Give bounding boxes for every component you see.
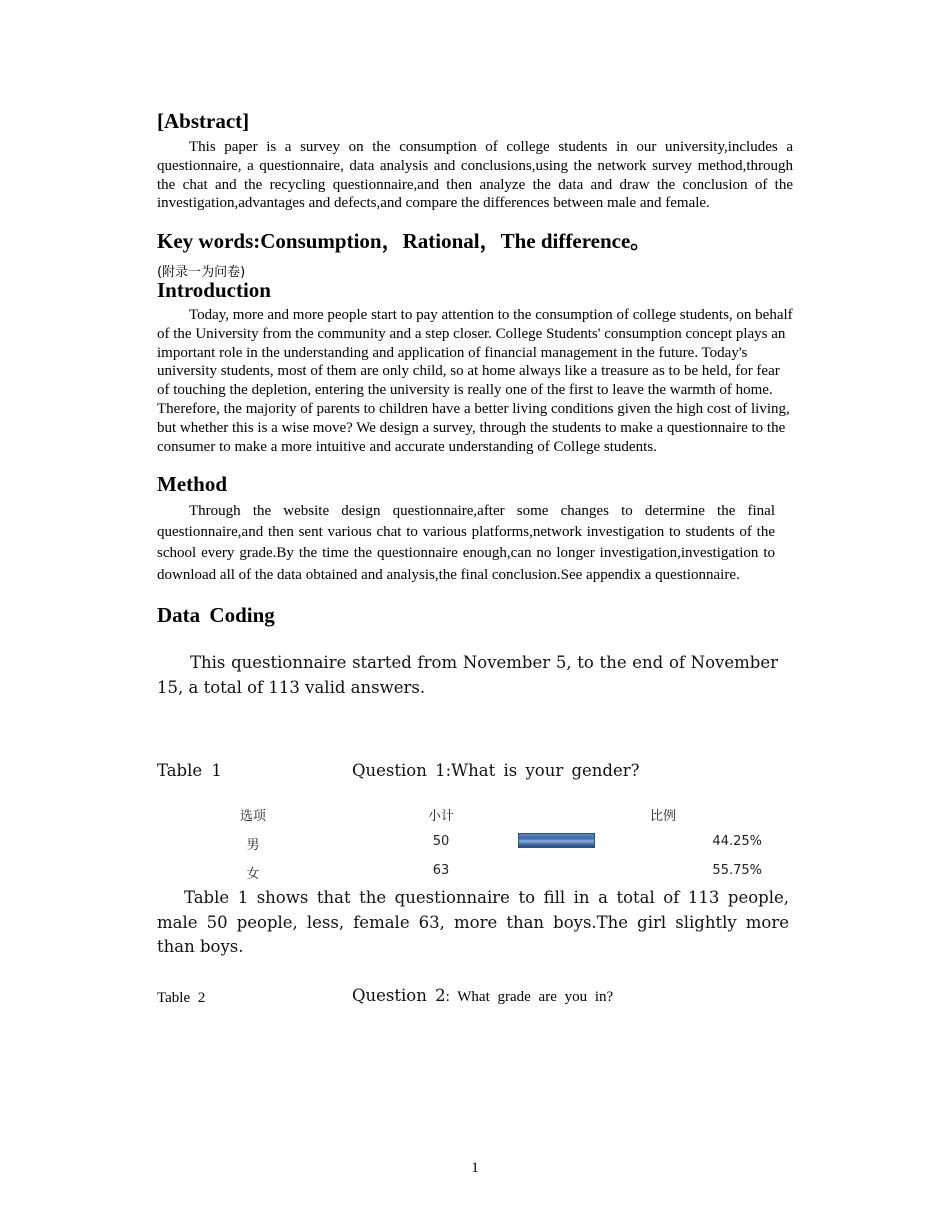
table1-question: Question 1:What is your gender? bbox=[352, 761, 640, 780]
introduction-paragraph: Today, more and more people start to pay attention to the consumption of college students, on behalf of the University from the community and a step closer. College Students' consumption concept plays an important role in the understanding and application of financial management in the future. Today's university students, most of them are only child, so at home always like a treasure as to be held, for fear of touching the depletion, entering the university is really one of the first to leave the warmth of home. Therefore, the majority of parents to children have a better living conditions given the high cost of living, but whether this is a wise move? We design a survey, through the students to make a questionnaire to the consumer to make a more intuitive and accurate understanding of College students. bbox=[157, 307, 793, 455]
appendix-note: (附录一为问卷) bbox=[157, 265, 246, 280]
table1-header-option: 选项 bbox=[239, 809, 266, 824]
table1-label: Table 1 bbox=[157, 761, 222, 780]
table2-label: Table 2 bbox=[157, 990, 206, 1006]
introduction-heading: Introduction bbox=[157, 278, 271, 302]
table2-question-prefix: Question 2 bbox=[352, 986, 446, 1005]
page-number: 1 bbox=[471, 1160, 479, 1176]
table2-question bbox=[352, 986, 613, 1006]
data-coding-heading: Data Coding bbox=[157, 603, 275, 627]
method-heading: Method bbox=[157, 472, 227, 496]
table1-row1-option: 男 bbox=[246, 838, 260, 853]
table1-header-ratio: 比例 bbox=[649, 809, 676, 824]
table1-row2-count: 63 bbox=[432, 863, 450, 878]
table1-row1-percent: 44.25% bbox=[712, 834, 762, 849]
keywords-line: Key words:Consumption，Rational，The difference。 bbox=[157, 229, 652, 253]
table1-summary: Table 1 shows that the questionnaire to fill in a total of 113 people, male 50 people, less, female 63, more than boys.The girl slightly more than boys. bbox=[157, 888, 789, 956]
method-paragraph: Through the website design questionnaire,after some changes to determine the final questionnaire,and then sent various chat to various platforms,network investigation to students of the school every grade.By the time the questionnaire enough,can no longer investigation,investigation to download all of the data obtained and analysis,the final conclusion.See appendix a questionnaire. bbox=[157, 503, 775, 583]
table1-row1-count: 50 bbox=[432, 834, 450, 849]
table1-header-count: 小计 bbox=[427, 809, 454, 824]
table1-row2-percent: 55.75% bbox=[712, 863, 762, 878]
table2-question-text: : What grade are you in? bbox=[445, 989, 614, 1005]
data-coding-paragraph: This questionnaire started from November 5, to the end of November 15, a total of 113 valid answers. bbox=[157, 653, 778, 697]
table1-row1-ratio-bar bbox=[518, 833, 595, 848]
table1-row2-option: 女 bbox=[246, 867, 260, 882]
abstract-paragraph: This paper is a survey on the consumption of college students in our university,includes a questionnaire, a questionnaire, data analysis and conclusions,using the network survey method,through the chat and the recycling questionnaire,and then analyze the data and draw the conclusion of the investigation,advantages and defects,and compare the differences between male and female. bbox=[157, 139, 793, 212]
abstract-heading: [Abstract] bbox=[157, 109, 250, 133]
